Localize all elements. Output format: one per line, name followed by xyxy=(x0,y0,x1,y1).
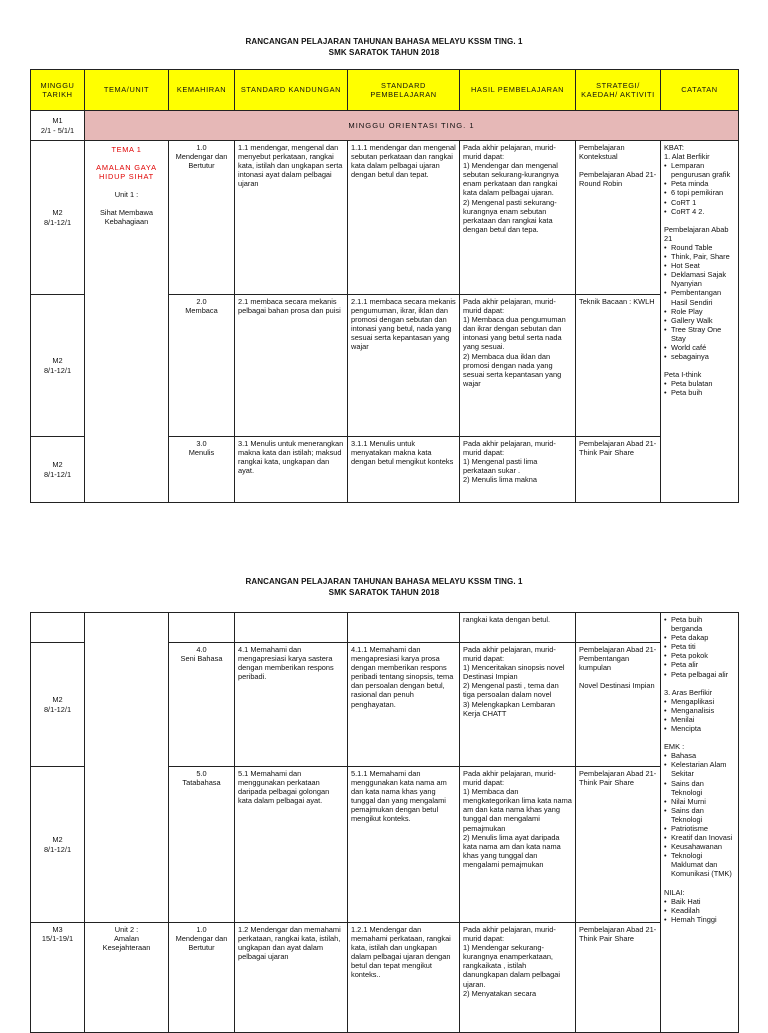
standard-pembelajaran-cell: 1.2.1 Mendengar dan memahami perkataan, rangkai kata, istilah dan ungkapan dalam pelbagai ujaran dengan betul dan tepat mengikut konteks.. xyxy=(348,923,460,1033)
list-item: • Think, Pair, Share xyxy=(671,252,735,261)
orientation-date: 2/1 - 5/1/1 xyxy=(40,125,75,135)
unit-name: Sihat Membawa Kebahagiaan xyxy=(100,208,153,227)
orientation-row xyxy=(31,111,739,141)
standard-pembelajaran-cell: 5.1.1 Memahami dan menggunakan kata nama am dan kata nama khas yang tunggal dan yang mengalami pemajmukan dengan betul mengikut konteks. xyxy=(348,767,460,923)
week-cell xyxy=(31,295,85,437)
list-item: • Teknologi Maklumat dan Komunikasi (TMK) xyxy=(671,851,735,878)
strategy-line: Pembelajaran Abad 21- Think Pair Share xyxy=(579,925,657,944)
list-item: • Baik Hati xyxy=(671,897,735,906)
hp-line: 1) Membaca dua pengumuman dan ikrar dengan sebutan dan intonasi yang betul serta nada yang sesuai. xyxy=(463,315,566,352)
theme-label: TEMA 1 xyxy=(111,145,142,154)
strategy-line: Pembelajaran Abad 21- Pembentangan kumpulan xyxy=(579,645,657,673)
week-cell xyxy=(31,437,85,503)
list-item: • Keadilah xyxy=(671,906,735,915)
aras-list xyxy=(664,697,735,733)
week-label: M2 xyxy=(52,460,63,470)
skill-cell xyxy=(169,643,235,767)
theme-cell xyxy=(85,923,169,1033)
list-item: • Peta pokok xyxy=(671,651,735,660)
list-item: • Gallery Walk xyxy=(671,316,735,325)
table-row xyxy=(31,141,739,295)
list-item: • Keusahawanan xyxy=(671,842,735,851)
hp-line: 2) Menulis lima makna xyxy=(463,475,537,485)
page-2 xyxy=(0,576,768,598)
list-item: • CoRT 1 xyxy=(671,198,735,207)
week-date: 8/1-12/1 xyxy=(43,469,72,479)
emk-title: EMK : xyxy=(664,742,685,752)
skill-cell xyxy=(169,923,235,1033)
list-item: • Peta buih berganda xyxy=(671,615,735,633)
header-minggu: MINGGU TARIKH xyxy=(31,70,85,111)
list-item: • Peta pelbagai alir xyxy=(671,670,735,679)
week-date: 8/1-12/1 xyxy=(43,704,72,714)
header-standard-pembelajaran: STANDARD PEMBELAJARAN xyxy=(348,70,460,111)
week-label: M2 xyxy=(52,208,63,218)
table-row xyxy=(31,923,739,1033)
week-cell xyxy=(31,767,85,923)
hasil-pembelajaran-cell xyxy=(460,437,576,503)
hasil-pembelajaran-cell xyxy=(460,923,576,1033)
title-line-1: RANCANGAN PELAJARAN TAHUNAN BAHASA MELAYU KSSM TING. 1 xyxy=(245,37,523,46)
list-item: • Peta alir xyxy=(671,660,735,669)
strategy-cell xyxy=(576,295,661,437)
standard-kandungan-cell: 4.1 Memahami dan mengapresiasi karya sastera dengan memberikan respons peribadi. xyxy=(235,643,348,767)
list-item: • Role Play xyxy=(671,307,735,316)
skill-cell xyxy=(169,767,235,923)
week-date: 8/1-12/1 xyxy=(43,217,72,227)
skill-name: Mendengar dan Bertutur xyxy=(175,152,228,171)
standard-pembelajaran-cell: 4.1.1 Memahami dan mengapresiasi karya prosa dengan memberikan respons peribadi tentang sinopsis, tema dan persoalan dengan betul, rasional dan penuh penghayatan. xyxy=(348,643,460,767)
list-item: • Peta bulatan xyxy=(671,379,735,388)
week-date: 8/1-12/1 xyxy=(43,844,72,854)
skill-name: Mendengar dan Bertutur xyxy=(175,934,228,953)
abad-title: Pembelajaran Abab 21 xyxy=(664,224,729,243)
page-1-title xyxy=(0,36,768,58)
list-item: • Patriotisme xyxy=(671,824,735,833)
list-item: • Deklamasi Sajak Nyanyian xyxy=(671,270,735,288)
hp-line: Pada akhir pelajaran, murid-murid dapat: xyxy=(463,925,556,944)
strategy-line: Teknik Bacaan : KWLH xyxy=(579,297,655,306)
alat-title: 1. Alat Berfikir xyxy=(664,152,710,162)
peta-list xyxy=(664,379,735,397)
list-item: • Sains dan Teknologi xyxy=(671,806,735,824)
strategy-cell xyxy=(576,141,661,295)
hp-line: Pada akhir pelajaran, murid-murid dapat: xyxy=(463,769,556,788)
hp-line: Pada akhir pelajaran, murid-murid dapat: xyxy=(463,645,556,664)
list-item: • Hot Seat xyxy=(671,261,735,270)
week-date: 8/1-12/1 xyxy=(43,365,72,375)
list-item: • Pembentangan Hasil Sendiri xyxy=(671,288,735,306)
skill-cell xyxy=(169,613,235,643)
list-item: • Nilai Murni xyxy=(671,797,735,806)
nilai-title: NILAI: xyxy=(664,887,685,897)
list-item: • Tree Stray One Stay xyxy=(671,325,735,343)
list-item: • Peta titi xyxy=(671,642,735,651)
standard-kandungan-cell: 2.1 membaca secara mekanis pelbagai bahan prosa dan puisi xyxy=(235,295,348,437)
unit-label: Unit 1 : xyxy=(114,190,139,200)
standard-pembelajaran-cell: 1.1.1 mendengar dan mengenal sebutan perkataan dan rangkai kata dalam pelbagai ujaran dengan betul dan tepat. xyxy=(348,141,460,295)
list-item: • Hemah Tinggi xyxy=(671,915,735,924)
unit-name: Amalan Kesejahteraan xyxy=(102,934,151,953)
lesson-plan-table-2 xyxy=(30,612,739,1033)
header-strategi: STRATEGI/ KAEDAH/ AKTIVITI xyxy=(576,70,661,111)
unit-label: Unit 2 : xyxy=(114,925,139,934)
page-1 xyxy=(0,36,768,58)
catatan-cell xyxy=(661,141,739,503)
page-2-title xyxy=(0,576,768,598)
list-item: • Kreatif dan Inovasi xyxy=(671,833,735,842)
title-line-2: SMK SARATOK TAHUN 2018 xyxy=(328,588,440,597)
skill-code: 3.0 xyxy=(196,439,207,448)
week-date: 15/1-19/1 xyxy=(41,934,74,944)
list-item: • Lemparan pengurusan grafik xyxy=(671,161,735,179)
hasil-pembelajaran-cell xyxy=(460,141,576,295)
skill-name: Seni Bahasa xyxy=(180,654,223,664)
skill-code: 5.0 xyxy=(196,769,207,778)
hp-line: 1) Menceritakan sinopsis novel Destinasi Impian xyxy=(463,663,565,682)
list-item: • Kelestarian Alam Sekitar xyxy=(671,760,735,778)
list-item: • Sains dan Teknologi xyxy=(671,779,735,797)
skill-code: 2.0 xyxy=(196,297,207,306)
orientation-text: MINGGU ORIENTASI TING. 1 xyxy=(85,111,739,141)
strategy-cell xyxy=(576,437,661,503)
title-line-2: SMK SARATOK TAHUN 2018 xyxy=(328,48,440,57)
aras-title: 3. Aras Berfikir xyxy=(664,687,713,697)
alat-list xyxy=(664,161,735,216)
hasil-pembelajaran-cell: rangkai kata dengan betul. xyxy=(460,613,576,643)
header-kemahiran: KEMAHIRAN xyxy=(169,70,235,111)
list-item: • Peta minda xyxy=(671,179,735,188)
hasil-pembelajaran-cell xyxy=(460,295,576,437)
kbat-label: KBAT: xyxy=(664,143,684,152)
standard-kandungan-cell: 1.1 mendengar, mengenal dan menyebut perkataan, rangkai kata, istilah dan ungkapan serta intonasi ayat dalam pelbagai ujaran xyxy=(235,141,348,295)
standard-kandungan-cell: 5.1 Memahami dan menggunakan perkataan daripada pelbagai golongan kata dalam pelbagai ayat. xyxy=(235,767,348,923)
orientation-week: M1 xyxy=(52,116,63,126)
hp-line: Pada akhir pelajaran, murid-murid dapat: xyxy=(463,143,556,162)
week-cell xyxy=(31,141,85,295)
emk-list xyxy=(664,751,735,878)
peta-list xyxy=(664,615,735,679)
list-item: • Peta dakap xyxy=(671,633,735,642)
nilai-list xyxy=(664,897,735,924)
lesson-plan-table-1 xyxy=(30,69,739,503)
week-label: M2 xyxy=(52,695,63,705)
list-item: • World café xyxy=(671,343,735,352)
list-item: • Round Table xyxy=(671,243,735,252)
title-line-1: RANCANGAN PELAJARAN TAHUNAN BAHASA MELAYU KSSM TING. 1 xyxy=(245,577,523,586)
hp-line: 1) Mengenal pasti lima perkataan sukar . xyxy=(463,457,538,476)
header-catatan: CATATAN xyxy=(661,70,739,111)
strategy-cell xyxy=(576,613,661,643)
theme-cell xyxy=(85,613,169,923)
list-item: • Bahasa xyxy=(671,751,735,760)
header-hasil-pembelajaran: HASIL PEMBELAJARAN xyxy=(460,70,576,111)
hp-line: 3) Melengkapkan Lembaran Kerja CHATT xyxy=(463,699,556,718)
list-item: • Menganalisis xyxy=(671,706,735,715)
header-standard-kandungan: STANDARD KANDUNGAN xyxy=(235,70,348,111)
abad-list xyxy=(664,243,735,361)
list-item: • Mengaplikasi xyxy=(671,697,735,706)
theme-cell xyxy=(85,141,169,503)
skill-cell xyxy=(169,295,235,437)
strategy-line: Novel Destinasi Impian xyxy=(579,681,655,691)
hp-line: 2) Menulis lima ayat daripada kata nama am dan kata nama khas yang tunggal dan mengalami pemajmukan xyxy=(463,832,561,869)
skill-name: Menulis xyxy=(188,448,215,458)
list-item: • Peta buih xyxy=(671,388,735,397)
week-cell xyxy=(31,643,85,767)
list-item: • Mencipta xyxy=(671,724,735,733)
hp-line: Pada akhir pelajaran, murid-murid dapat: xyxy=(463,439,556,458)
list-item: • 6 topi pemikiran xyxy=(671,188,735,197)
theme-name: AMALAN GAYA HIDUP SIHAT xyxy=(96,163,157,182)
hp-line: Pada akhir pelajaran, murid-murid dapat: xyxy=(463,297,556,316)
list-item: • Menilai xyxy=(671,715,735,724)
strategy-line: Pembelajaran Abad 21- Think Pair Share xyxy=(579,439,657,458)
standard-pembelajaran-cell xyxy=(348,613,460,643)
hp-line: 2) Menyatakan secara xyxy=(463,988,537,998)
header-tema: TEMA/UNIT xyxy=(85,70,169,111)
list-item: • sebagainya xyxy=(671,352,735,361)
week-label: M2 xyxy=(52,835,63,845)
carry-row xyxy=(31,613,739,643)
standard-pembelajaran-cell: 3.1.1 Menulis untuk menyatakan makna kata dengan betul mengikut konteks xyxy=(348,437,460,503)
orientation-week-cell xyxy=(31,111,85,141)
week-cell xyxy=(31,613,85,643)
list-item: • CoRT 4 2. xyxy=(671,207,735,216)
strategy-line: Pembelajaran Abad 21- Round Robin xyxy=(579,170,657,189)
peta-title: Peta I-think xyxy=(664,370,702,380)
skill-cell xyxy=(169,141,235,295)
hp-line: 2) Mengenal pasti , tema dan tiga persoalan dalam novel xyxy=(463,681,559,700)
strategy-line: Pembelajaran Abad 21- Think Pair Share xyxy=(579,769,657,788)
week-label: M2 xyxy=(52,356,63,366)
skill-cell xyxy=(169,437,235,503)
week-cell xyxy=(31,923,85,1033)
hp-line: 2) Membaca dua iklan dan promosi dengan nada yang sesuai serta kepantasan yang wajar xyxy=(463,351,562,388)
skill-name: Membaca xyxy=(185,306,218,316)
standard-kandungan-cell: 1.2 Mendengar dan memahami perkataan, rangkai kata, istilah, ungkapan dan ayat dalam pelbagai ujaran xyxy=(235,923,348,1033)
hp-line: 1) Membaca dan mengkategorikan lima kata nama am dan kata nama khas yang tunggal dan mengalami pemajmukan xyxy=(463,787,572,833)
strategy-cell xyxy=(576,767,661,923)
catatan-cell xyxy=(661,613,739,1033)
standard-pembelajaran-cell: 2.1.1 membaca secara mekanis pengumuman, ikrar, iklan dan promosi dengan sebutan dan intonasi yang betul, nada yang sesuai serta kepantasan yang wajar xyxy=(348,295,460,437)
strategy-cell xyxy=(576,923,661,1033)
hasil-pembelajaran-cell xyxy=(460,767,576,923)
week-label: M3 xyxy=(52,925,63,934)
skill-code: 1.0 xyxy=(196,925,207,934)
strategy-line: Pembelajaran Kontekstual xyxy=(579,143,625,162)
hp-line: 2) Mengenal pasti sekurang-kurangnya enam sebutan perkataan dan rangkai kata dengan betul dan tepa. xyxy=(463,197,557,234)
hp-line: 1) Mendengar sekurang-kurangnya enamperkataan, rangkaikata , istilah danungkapan dalam pelbagai ujaran. xyxy=(463,943,560,989)
header-row xyxy=(31,70,739,111)
standard-kandungan-cell xyxy=(235,613,348,643)
skill-name: Tatabahasa xyxy=(182,778,221,788)
strategy-cell xyxy=(576,643,661,767)
hp-line: 1) Mendengar dan mengenal sebutan sekurang-kurangnya enam perkataan dan rangkai kata dalam pelbagai ujaran. xyxy=(463,161,559,198)
hasil-pembelajaran-cell xyxy=(460,643,576,767)
standard-kandungan-cell: 3.1 Menulis untuk menerangkan makna kata dan istilah; maksud rangkai kata, ungkapan dan ayat. xyxy=(235,437,348,503)
skill-code: 1.0 xyxy=(196,143,207,152)
skill-code: 4.0 xyxy=(196,645,207,654)
